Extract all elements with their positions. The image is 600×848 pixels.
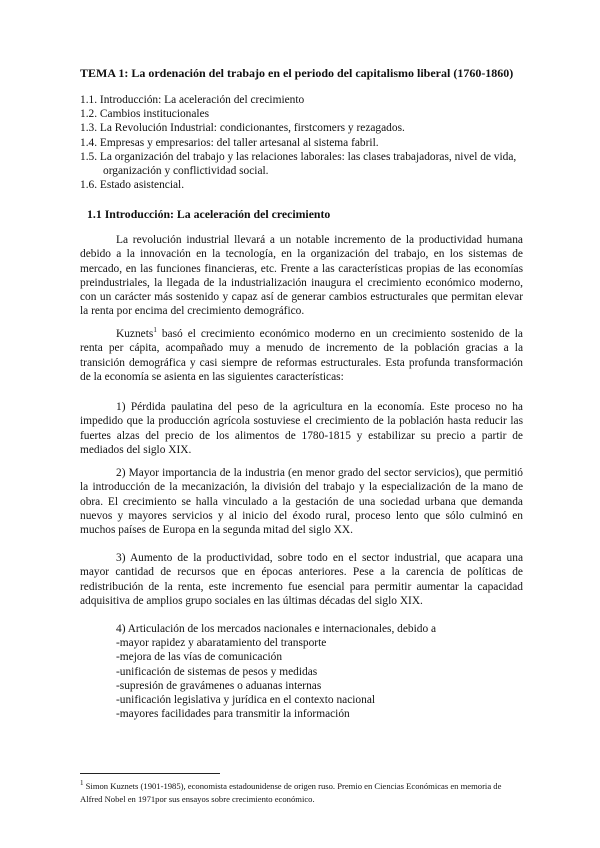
table-of-contents [80, 93, 530, 192]
toc-item: 1.4. Empresas y empresarios: del taller artesanal al sistema fabril. [80, 136, 379, 149]
kuznets-text: basó el crecimiento económico moderno en un crecimiento sostenido de la renta per cápita, acompañado muy a menudo de incremento de la población gracias a la transición demográfica y casi siempre de reformas estructurales. Esta profunda transformación de la economía se asienta en las siguientes características: [80, 328, 523, 383]
toc-item: 1.5. La organización del trabajo y las relaciones laborales: las clases trabajadoras, nivel de vida, organización y conflictividad social. [80, 150, 517, 178]
list-item: -unificación de sistemas de pesos y medidas [116, 665, 318, 678]
list-item: -mayor rapidez y abaratamiento del transporte [116, 637, 327, 650]
footnote-reference: 1 [153, 326, 157, 335]
list-item: -unificación legislativa y jurídica en el contexto nacional [116, 694, 376, 707]
footnote-mark: 1 [80, 779, 84, 788]
section-heading: 1.1 Introducción: La aceleración del crecimiento [87, 207, 331, 221]
footnote-divider [80, 773, 220, 774]
kuznets-name: Kuznets [116, 328, 154, 340]
footnote-text: Simon Kuznets (1901-1985), economista estadounidense de origen ruso. Premio en Ciencias Económicas en memoria de Alfred Nobel en 1971por sus ensayos sobre crecimiento económico. [80, 781, 502, 804]
list-item: -mejora de las vías de comunicación [116, 651, 283, 664]
list-item: -supresión de gravámenes o aduanas internas [116, 679, 322, 692]
toc-item: 1.3. La Revolución Industrial: condicionantes, firstcomers y rezagados. [80, 122, 405, 135]
paragraph-point-1: 1) Pérdida paulatina del peso de la agricultura en la economía. Este proceso no ha impedido que la producción agrícola sostuviese el crecimiento de la población hasta reducir las fuertes alzas del precio de los alimentos de 1780-1815 y estabilizar su precio a partir de mediados del siglo XIX. [80, 401, 523, 456]
list-item: -mayores facilidades para transmitir la información [116, 708, 350, 721]
point-4-intro: 4) Articulación de los mercados nacionales e internacionales, debido a [116, 623, 437, 635]
document-title: TEMA 1: La ordenación del trabajo en el periodo del capitalismo liberal (1760-1860) [80, 66, 514, 80]
paragraph-intro: La revolución industrial llevará a un notable incremento de la productividad humana debido a la innovación en la tecnología, en la organización del trabajo, en los sistemas de mercado, en las funciones financieras, etc. Frente a las características propias de las economías preindustriales, la llegada de la industrialización inaugura el crecimiento económico moderno, con un carácter más sostenido y capaz así de generar cambios estructurales que permitan elevar la renta por encima del crecimiento demográfico. [80, 234, 523, 318]
paragraph-kuznets [80, 327, 523, 384]
point-4-list [116, 622, 526, 721]
paragraph-point-2: 2) Mayor importancia de la industria (en menor grado del sector servicios), que permitió la introducción de la mecanización, la división del trabajo y la especialización de la mano de obra. El crecimiento se halla vinculado a la gestación de una sociedad urbana que demanda nuevos y mayores servicios y al inicio del éxodo rural, proceso lento que sólo culminó en muchos países de Europa en la segunda mitad del siglo XX. [80, 467, 523, 537]
paragraph-point-3: 3) Aumento de la productividad, sobre todo en el sector industrial, que acapara una mayor cantidad de recursos que en épocas anteriores. Pese a la carencia de políticas de redistribución de la renta, este incremento fue esencial para permitir aumentar la capacidad adquisitiva de amplios grupo sociales en las últimas décadas del siglo XIX. [80, 552, 523, 607]
toc-item: 1.6. Estado asistencial. [80, 179, 185, 192]
toc-item: 1.1. Introducción: La aceleración del crecimiento [80, 94, 305, 106]
toc-item: 1.2. Cambios institucionales [80, 108, 210, 121]
footnote [80, 780, 525, 805]
